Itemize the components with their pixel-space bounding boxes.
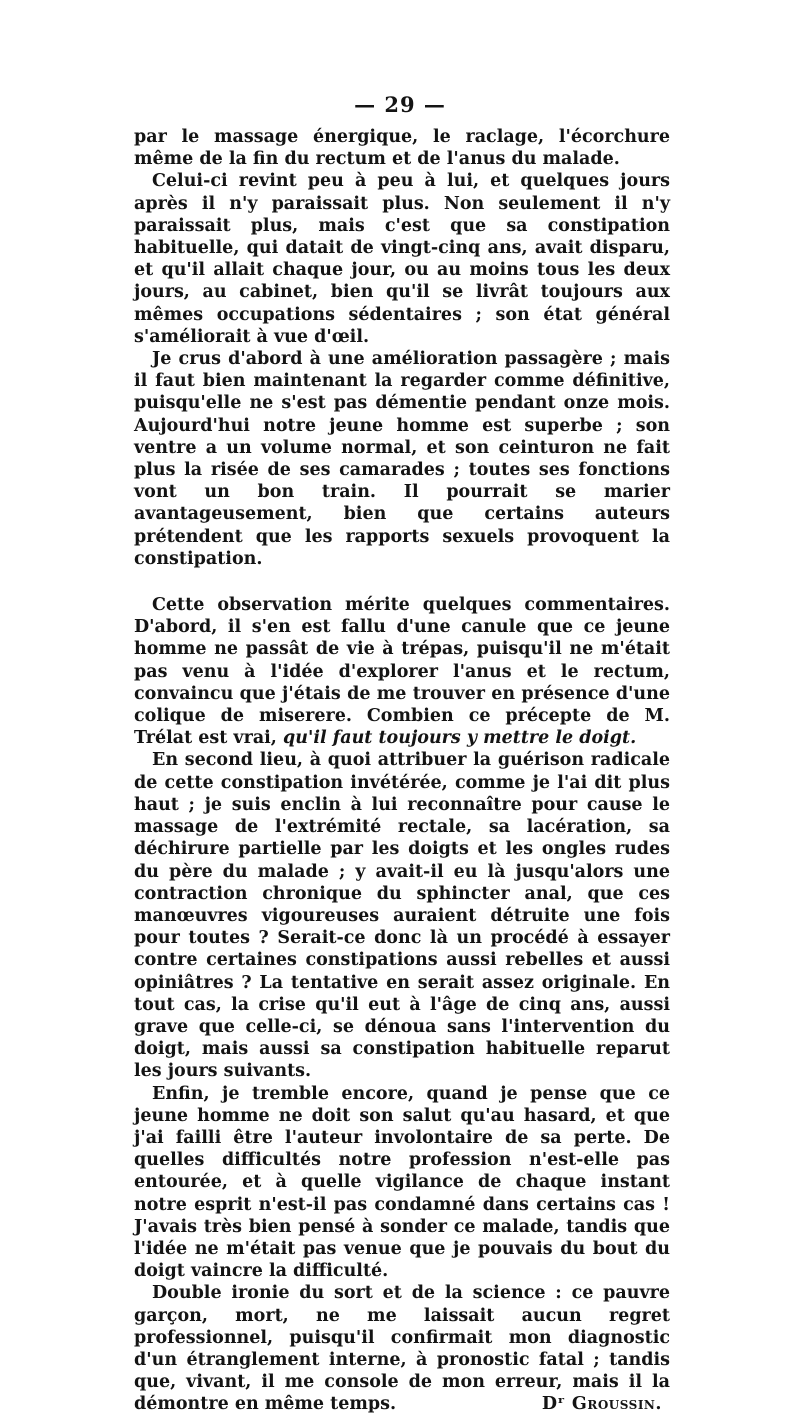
author-signature: Dʳ Groussin.	[541, 1394, 662, 1415]
paragraph-1: par le massage énergique, le raclage, l'écorchure même de la fin du rectum et de l'anus du malade.	[134, 127, 670, 170]
paragraph-6: Enfin, je tremble encore, quand je pense que ce jeune homme ne doit son salut qu'au hasard, et que j'ai failli être l'auteur involontaire de sa perte. De quelles difficultés notre profession n'est-elle pas entourée, et à quelle vigilance de chaque instant notre esprit n'est-il pas condamné dans certains cas ! J'avais très bien pensé à sonder ce malade, tandis que l'idée ne m'était pas venue que je pouvais du bout du doigt vaincre la difficulté.	[134, 1083, 670, 1282]
paragraph-3: Je crus d'abord à une amélioration passagère ; mais il faut bien maintenant la regarder comme définitive, puisqu'elle ne s'est pas démentie pendant onze mois. Aujourd'hui notre jeune homme est superbe ; son ventre a un volume normal, et son ceinturon ne fait plus la risée de ses camarades ; toutes ses fonctions vont un bon train. Il pourrait se marier avantageusement, bien que certains auteurs prétendent que les rapports sexuels provoquent la constipation.	[134, 349, 670, 569]
paragraph-2: Celui-ci revint peu à peu à lui, et quelques jours après il n'y paraissait plus. Non seulement il n'y paraissait plus, mais c'est que sa constipation habituelle, qui datait de vingt-cinq ans, avait disparu, et qu'il allait chaque jour, ou au moins tous les deux jours, au cabinet, bien qu'il se livrât toujours aux mêmes occupations sédentaires ; son état général s'améliorait à vue d'œil.	[134, 171, 670, 347]
body-text	[134, 126, 670, 1416]
paragraph-4-text: Cette observation mérite quelques commentaires. D'abord, il s'en est fallu d'une canule que ce jeune homme ne passât de vie à trépas, puisqu'il ne m'était pas venu à l'idée d'explorer l'anus et le rectum, convaincu que j'étais de me trouver en présence d'une colique de miserere. Combien ce précepte de M. Trélat est vrai,	[134, 595, 670, 749]
italic-quote: qu'il faut toujours y mettre le doigt.	[283, 728, 637, 749]
paragraph-4	[134, 594, 670, 749]
paragraph-5: En second lieu, à quoi attribuer la guérison radicale de cette constipation invétérée, comme je l'ai dit plus haut ; je suis enclin à lui reconnaître pour cause le massage de l'extrémité rectale, sa lacération, sa déchirure partielle par les doigts et les ongles rudes du père du malade ; y avait-il eu là jusqu'alors une contraction chronique du sphincter anal, que ces manœuvres vigoureuses auraient détruite une fois pour toutes ? Serait-ce donc là un procédé à essayer contre certaines constipations aussi rebelles et aussi opiniâtres ? La tentative en serait assez originale. En tout cas, la crise qu'il eut à l'âge de cinq ans, aussi grave que celle-ci, se dénoua sans l'intervention du doigt, mais aussi sa constipation habituelle reparut les jours suivants.	[134, 750, 670, 1082]
paragraph-7	[134, 1282, 670, 1415]
paragraph-7-text: Double ironie du sort et de la science : ce pauvre garçon, mort, ne me laissait aucun regret professionnel, puisqu'il confirmait mon diagnostic d'un étranglement interne, à pronostic fatal ; tandis que, vivant, il me console de mon erreur, mais il la démontre en même temps.	[134, 1283, 670, 1415]
page-number: — 29 —	[354, 92, 446, 117]
